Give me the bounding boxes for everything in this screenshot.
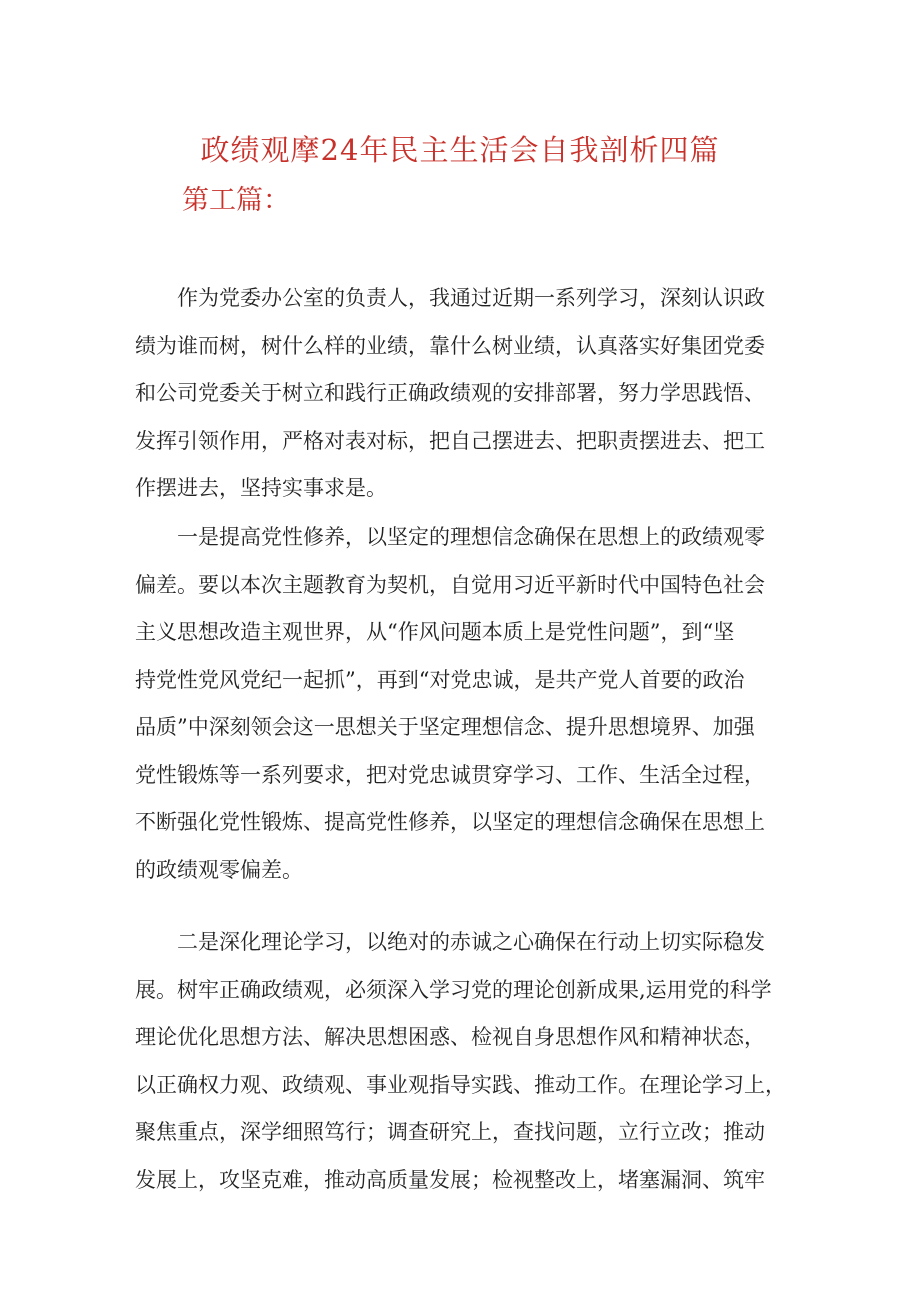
text-line: 持党性党风党纪一起抓”，再到“对党忠诚，是共产党人首要的政治 — [135, 667, 745, 692]
text-line: 发展上，攻坚克难，推动高质量发展；检视整改上，堵塞漏洞、筑牢 — [135, 1167, 765, 1192]
text-line: 党性锻炼等一系列要求，把对党忠诚贯穿学习、工作、生活全过程， — [135, 762, 765, 787]
text-line: 以正确权力观、政绩观、事业观指导实践、推动工作。在理论学习上， — [135, 1072, 786, 1097]
text-line: 品质”中深刻领会这一思想关于坚定理想信念、提升思想境界、加强 — [135, 715, 755, 739]
text-line: 绩为谁而树，树什么样的业绩，靠什么树业绩，认真落实好集团党委 — [135, 333, 765, 358]
paragraph-point-one — [135, 514, 807, 894]
text-line: 理论优化思想方法、解决思想困惑、检视自身思想作风和精神状态， — [135, 1025, 765, 1049]
document-title: 政绩观摩24年民主生活会自我剖析四篇 — [200, 133, 720, 167]
text-line: 二是深化理论学习，以绝对的赤诚之心确保在行动上切实际稳发 — [135, 930, 765, 954]
text-line: 聚焦重点，深学细照笃行；调查研究上，查找问题，立行立改；推动 — [135, 1120, 765, 1144]
text-line: 作为党委办公室的负责人，我通过近期一系列学习，深刻认识政 — [135, 286, 765, 310]
text-line: 不断强化党性锻炼、提高党性修养，以坚定的理想信念确保在思想上 — [135, 810, 765, 834]
section-heading: 第工篇： — [182, 185, 290, 216]
paragraph-point-two — [135, 919, 807, 1204]
paragraph-intro — [135, 275, 807, 513]
text-line: 作摆进去，坚持实事求是。 — [135, 476, 387, 500]
text-line: 的政绩观零偏差。 — [135, 857, 303, 882]
text-line: 一是提高党性修养，以坚定的理想信念确保在思想上的政绩观零 — [135, 525, 765, 549]
text-line: 偏差。要以本次主题教育为契机，自觉用习近平新时代中国特色社会 — [135, 572, 765, 597]
text-line: 和公司党委关于树立和践行正确政绩观的安排部署，努力学思践悟、 — [135, 381, 765, 405]
text-line: 发挥引领作用，严格对表对标，把自己摆进去、把职责摆进去、把工 — [135, 428, 765, 453]
text-line: 主义思想改造主观世界，从“作风问题本质上是党性问题”，到“坚 — [135, 620, 735, 644]
text-line: 展。树牢正确政绩观，必须深入学习党的理论创新成果,运用党的科学 — [135, 977, 772, 1002]
